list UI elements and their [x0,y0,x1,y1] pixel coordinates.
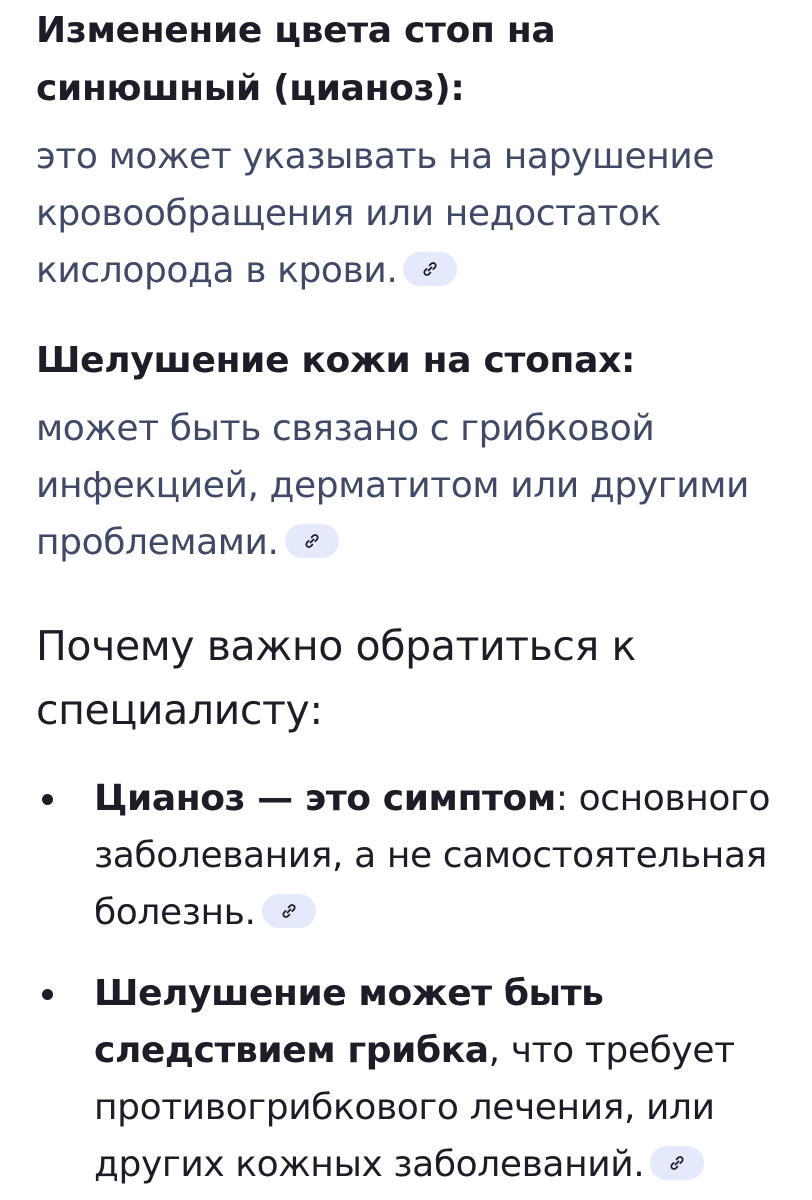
bullet-dot [42,989,53,1000]
symptom-title-cyanosis: Изменение цвета стоп на синюшный (цианоз): [36,10,556,109]
bullet-bold-text: Шелушение может быть следствием грибка [94,973,604,1071]
bullet-text: : основного заболевания, а не самостоятельная болезнь. [94,778,771,933]
symptom-description-cyanosis [36,128,776,299]
link-icon [420,259,440,279]
bullet-bold-text: Цианоз — это симптом [94,778,556,819]
link-icon [667,1153,687,1173]
list-item [36,965,796,1193]
symptom-description-text: это может указывать на нарушение кровообращения или недостаток кислорода в крови. [36,136,715,291]
bullet-list [36,770,796,1193]
bullet-text: , что требует противогрибкового лечения, или других кожных заболеваний. [94,1030,735,1185]
source-link-button[interactable] [285,524,339,558]
symptom-title-peeling: Шелушение кожи на стопах: [36,340,636,381]
source-link-button[interactable] [403,252,457,286]
section-title: Почему важно обратиться к специалисту: [36,622,636,734]
list-item [36,770,796,941]
symptom-description-text: может быть связано с грибковой инфекцией, дерматитом или другими проблемами. [36,408,749,563]
bullet-dot [42,794,53,805]
source-link-button[interactable] [650,1146,704,1180]
source-link-button[interactable] [262,894,316,928]
link-icon [279,901,299,921]
link-icon [302,531,322,551]
symptom-description-peeling [36,400,776,571]
